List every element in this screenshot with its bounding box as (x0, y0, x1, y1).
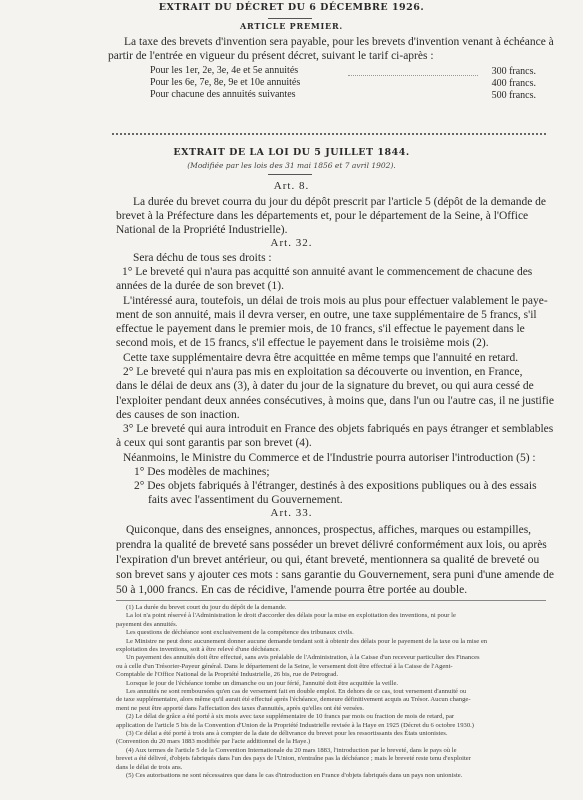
art32-line: effectue le payement dans le premier mois, de 10 francs, s'il effectue le payement dans le (116, 323, 525, 335)
art8-title: Art. 8. (273, 180, 310, 192)
decree-intro-line-1: La taxe des brevets d'invention sera payable, pour les brevets d'invention venant à échéance à (124, 36, 554, 48)
art8-line-2: brevet à la Préfecture dans les départements et, pour le département de la Seine, à l'Office (116, 210, 529, 222)
art32-line: l'exploiter pendant deux années consécutives, à moins que, dans l'un ou l'autre cas, il ne justifie (116, 395, 554, 407)
footnote-line: (3) Ce délai a été porté à trois ans à compter de la date de délivrance du brevet pour les ressortissants des États unionistes. (126, 730, 448, 737)
art33-line: son brevet sans y ajouter ces mots : sans garantie du Gouvernement, sera puni d'une amende de (116, 569, 554, 581)
tariff-label-2: Pour les 6e, 7e, 8e, 9e et 10e annuités (150, 77, 301, 88)
footnote-line: Lorsque le jour de l'échéance tombe un dimanche ou un jour férié, l'annuité doit être acquittée la veille. (126, 679, 399, 687)
tariff-amount-3: 500 francs. (491, 90, 536, 101)
footnote-line: La loi n'a point réservé à l'Administration le droit d'accorder des délais pour la mise en exploitation des inventions, ni pour le (126, 612, 456, 620)
art33-line: l'expiration d'un brevet antérieur, ou qui, étant breveté, mentionnera sa qualité de breveté ou (116, 554, 540, 566)
decree-intro-line-2: partir de l'entrée en vigueur du présent décret, suivant le tarif ci-après : (108, 50, 434, 62)
art32-line: 1° Le breveté qui n'aura pas acquitté son annuité avant le commencement de chacune des (122, 266, 533, 278)
footnote-line: ment ne peut être apporté dans l'affectation des taxes d'annuités, après qu'elles ont été versées. (116, 704, 365, 712)
footnote-line: Comptable de l'Office National de la Propriété Industrielle, 26 bis, rue de Petrograd. (116, 671, 339, 679)
footnote-line: exploitation des inventions, soit à être relevé d'une déchéance. (116, 646, 281, 653)
footnote-line: (1) La durée du brevet court du jour du dépôt de la demande. (126, 604, 287, 611)
art32-line: dans le délai de deux ans (3), à dater du jour de la signature du brevet, ou qui aura cessé de (116, 380, 534, 392)
art32-line: 2° Des objets fabriqués à l'étranger, destinés à des expositions publiques ou à des essais (134, 480, 537, 492)
art33-line: 50 à 1,000 francs. En cas de récidive, l'amende pourra être portée au double. (116, 584, 468, 596)
footnote-line: (2) Le délai de grâce a été porté à six mois avec taxe supplémentaire de 10 francs par mois ou fraction de mois de retard, par (126, 713, 455, 721)
tariff-amount-1: 300 francs. (491, 66, 536, 77)
footnote-line: (4) Aux termes de l'article 5 de la Convention Internationale du 20 mars 1883, l'introduction par le breveté, dans le pays où le (126, 746, 457, 754)
footnote-line: payement des annuités. (116, 620, 178, 628)
tariff-label-1: Pour les 1er, 2e, 3e, 4e et 5e annuités (150, 65, 299, 76)
law-subheading: (Modifiée par les lois des 31 mai 1856 et 7 avril 1902). (187, 161, 396, 170)
footnote-line: de taxe supplémentaire, alors même qu'il aurait été effectué après l'échéance, demeure définitivement acquis au Trésor. Aucun change- (116, 696, 471, 704)
art32-line: à ceux qui sont garantis par son brevet (4). (116, 437, 312, 449)
footnote-line: (Convention du 20 mars 1883 modifiée par l'acte additionnel de la Haye.) (116, 738, 311, 746)
art32-line: ment de son annuité, mais il devra verser, en outre, une taxe supplémentaire de 5 francs, s'il (116, 309, 537, 321)
footnote-line: brevet a été délivré, d'objets fabriqués dans l'un des pays de l'Union, n'entraîne pas la déchéance ; mais le breveté reste tenu d'exploiter (116, 755, 471, 763)
law-heading: EXTRAIT DE LA LOI DU 5 JUILLET 1844. (173, 147, 410, 158)
art32-line: 3° Le breveté qui aura introduit en France des objets fabriqués en pays étranger et semblables (123, 423, 554, 435)
art32-line: second mois, et de 15 francs, s'il effectue le payement dans le troisième mois (2). (116, 337, 489, 349)
art32-line: Cette taxe supplémentaire devra être acquittée en même temps que l'annuité en retard. (123, 352, 519, 364)
art33-title: Art. 33. (270, 507, 313, 519)
heading-underline (268, 174, 312, 175)
footnote-line: Les questions de déchéance sont exclusivement de la compétence des tribunaux civils. (126, 629, 354, 637)
decree-heading: EXTRAIT DU DÉCRET DU 6 DÉCEMBRE 1926. (158, 2, 425, 13)
art33-line: Quiconque, dans des enseignes, annonces, prospectus, affiches, marques ou estampilles, (126, 524, 532, 536)
tariff-amount-2: 400 francs. (491, 78, 536, 89)
footnote-line: (5) Ces autorisations ne sont nécessaires que dans le cas d'introduction en France d'objets fabriqués dans un pays non unioniste. (126, 772, 463, 779)
footnote-line: application de l'article 5 bis de la Convention d'Union de la Propriété Industrielle revisée à la Haye en 1925 (Décret du 6 octobre 1930.) (116, 721, 474, 729)
footnote-line: ou à celle d'un Trésorier-Payeur général. Dans le département de la Seine, le versement doit être effectué à la Caisse de l'Agent- (116, 662, 453, 670)
art32-title: Art. 32. (270, 237, 313, 249)
footnote-line: Un payement des annuités doit être effectué, sans avis préalable de l'Administration, à la Caisse d'un receveur particulier des Finances (126, 654, 480, 662)
footnote-line: dans le délai de trois ans. (116, 763, 183, 771)
art32-line: faits avec l'assentiment du Gouvernement. (148, 494, 343, 506)
art33-line: prendra la qualité de breveté sans posséder un brevet délivré conformément aux lois, ou après (116, 539, 547, 551)
art32-line: années de la durée de son brevet (1). (116, 280, 284, 292)
art8-line-3: National de la Propriété Industrielle). (116, 224, 288, 236)
heading-underline (268, 18, 312, 19)
article-title: ARTICLE PREMIER. (240, 21, 343, 31)
art32-line: des causes de son inaction. (116, 409, 240, 421)
section-separator (112, 133, 546, 135)
art32-line: 2° Le breveté qui n'aura pas mis en exploitation sa découverte ou invention, en France, (123, 366, 523, 378)
art32-line: 1° Des modèles de machines; (134, 466, 270, 478)
footnote-line: Les annuités ne sont remboursées qu'en cas de versement fait en double emploi. En dehors de ce cas, tout versement d'annuité ou (126, 688, 467, 695)
footnote-separator (116, 600, 546, 601)
art8-line-1: La durée du brevet courra du jour du dépôt prescrit par l'article 5 (dépôt de la demande de (133, 196, 547, 208)
footnote-line: Le Ministre ne peut donc aucunement donner aucune demande tendant soit à obtenir des délais pour le payement de la taxe ou la mise en (126, 637, 488, 645)
art32-line: Sera déchu de tous ses droits : (133, 252, 272, 264)
tariff-label-3: Pour chacune des annuités suivantes (150, 89, 296, 100)
art32-line: Néanmoins, le Ministre du Commerce et de l'Industrie pourra autoriser l'introduction (5) : (123, 452, 536, 464)
art32-line: L'intéressé aura, toutefois, un délai de trois mois au plus pour effectuer valablement le paye- (123, 295, 548, 307)
